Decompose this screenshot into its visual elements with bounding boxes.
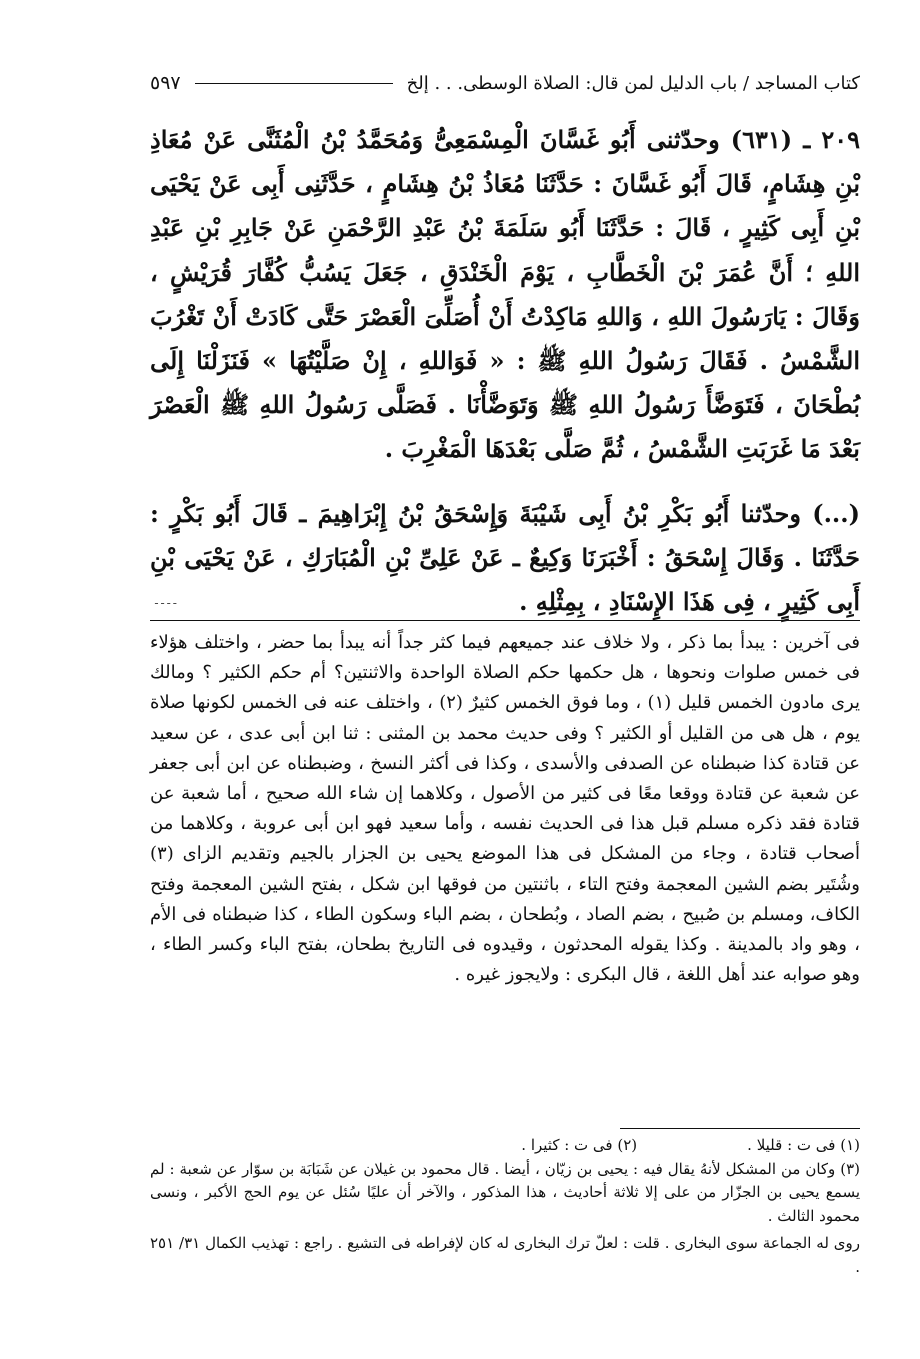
footnotes: [150, 1134, 860, 1279]
running-title: كتاب المساجد / باب الدليل لمن قال: الصلاة الوسطى. . . إلخ: [406, 72, 860, 94]
hadith-text: [150, 118, 860, 624]
footnote-2: (٢) فى ت : كثيرا .: [521, 1136, 638, 1154]
hadith-paragraph-2: (...) وحدّثنا أَبُو بَكْرِ بْنُ أَبِى شَيْبَةَ وَإِسْحَقُ بْنُ إِبْرَاهِيمَ ـ قَالَ أَبُو بَكْرٍ : حَدَّثَنَا . وَقَالَ إِسْحَقُ : أَخْبَرَنَا وَكِيعٌ ـ عَنْ عَلِىِّ بْنِ الْمُبَارَكِ ، عَنْ يَحْيَى بْنِ أَبِى كَثِيرٍ ، فِى هَذَا الإِسْنَادِ ، بِمِثْلِهِ .: [150, 498, 860, 617]
footnote-1: (١) فى ت : قليلا .: [747, 1136, 860, 1154]
page-number: ٥٩٧: [150, 72, 181, 94]
header-rule: [195, 83, 393, 84]
commentary-text: [150, 628, 860, 990]
commentary-paragraph: فى آخرين : يبدأ بما ذكر ، ولا خلاف عند جميعهم فيما كثر جداً أنه يبدأ بما حضر ، واختلف هؤلاء فى خمس صلوات ونحوها ، هل حكمها حكم الصلاة الواحدة والاثنتين؟ أم حكم الكثير ؟ ومالك يرى مادون الخمس قليل (١) ، وما فوق الخمس كثيرٌ (٢) ، واختلف عنه فى الخمس لكونها صلاة يوم ، هل هى من القليل أو الكثير ؟ وفى حديث محمد بن المثنى : ثنا ابن أبى عدى ، عن سعيد عن قتادة كذا ضبطناه عن الصدفى والأسدى ، وكذا فى أكثر النسخ ، وضبطناه عن ابن أبى جعفر عن شعبة عن قتادة ووقعا معًا فى كثير من الأصول ، وكلاهما إن شاء الله صحيح ، أما شعبة عن قتادة فقد ذكره مسلم قبل هذا فى الحديث نفسه ، وأما سعيد فهو ابن أبى عروبة ، وكلاهما من أصحاب قتادة ، وجاء من المشكل فى هذا الموضع يحيى بن الجزار بالجيم وتقديم الزاى (٣) وشُتَير بضم الشين المعجمة وفتح التاء ، باثنتين من فوقها ابن شكل ، بفتح الشين المعجمة وفتح الكاف، ومسلم بن صُبيح ، بضم الصاد ، وبُطحان ، بضم الباء وسكون الطاء ، كذا ضبطناه فى الأم ، وهو واد بالمدينة . وكذا يقوله المحدثون ، وقيدوه فى التاريخ بطحان، بفتح الباء وكسر الطاء ، وهو صوابه عند أهل اللغة ، قال البكرى : ولايجوز غيره .: [150, 632, 861, 986]
footnote-3: (٣) وكان من المشكل لأنهُ يقال فيه : يحيى بن زيّان ، أيضا . قال محمود بن غيلان عن شَبَابَة بن سوّار عن شعبة : لم يسمع يحيى بن الجزّار من على إلا ثلاثة أحاديث ، هذا المذكور ، والآخر أن عليًا سُئل عن يوم الحج الأكبر ، ونسى محمود الثالث .: [150, 1159, 860, 1225]
commentary-divider: [150, 620, 860, 621]
hadith-paragraph-1: ٢٠٩ ـ (٦٣١) وحدّثنى أَبُو غَسَّانَ الْمِسْمَعِىُّ وَمُحَمَّدُ بْنُ الْمُثَنَّى عَنْ مُعَاذِ بْنِ هِشَامٍ، قَالَ أَبُو غَسَّانَ : حَدَّثَنَا مُعَاذُ بْنُ هِشَامٍ ، حَدَّثَنِى أَبِى عَنْ يَحْيَى بْنِ أَبِى كَثِيرٍ ، قَالَ : حَدَّثَنَا أَبُو سَلَمَةَ بْنُ عَبْدِ الرَّحْمَنِ عَنْ جَابِرِ بْنِ عَبْدِ اللهِ ؛ أَنَّ عُمَرَ بْنَ الْخَطَّابِ ، يَوْمَ الْخَنْدَقِ ، جَعَلَ يَسُبُّ كُفَّارَ قُرَيْشٍ ، وَقَالَ : يَارَسُولَ اللهِ ، وَاللهِ مَاكِدْتُ أَنْ أُصَلِّىَ الْعَصْرَ حَتَّى كَادَتْ أَنْ تَغْرُبَ الشَّمْسُ . فَقَالَ رَسُولُ اللهِ ﷺ : « فَوَاللهِ ، إِنْ صَلَّيْتُهَا » فَنَزَلْنَا إِلَى بُطْحَانَ ، فَتَوَضَّأَ رَسُولُ اللهِ ﷺ وَتَوَضَّأْنَا . فَصَلَّى رَسُولُ اللهِ ﷺ الْعَصْرَ بَعْدَ مَا غَرَبَتِ الشَّمْسُ ، ثُمَّ صَلَّى بَعْدَهَا الْمَغْرِبَ .: [150, 125, 860, 464]
footnote-3-continued: روى له الجماعة سوى البخارى . قلت : لعلّ ترك البخارى له كان لإفراطه فى التشيع . راجع : تهذيب الكمال ٣١/ ٢٥١ .: [150, 1234, 861, 1276]
footnote-row-1: [150, 1134, 860, 1158]
section-ornament: ـ ـ ـ ـ: [155, 596, 177, 607]
page-header: [150, 68, 860, 98]
footnote-divider: [620, 1128, 860, 1129]
